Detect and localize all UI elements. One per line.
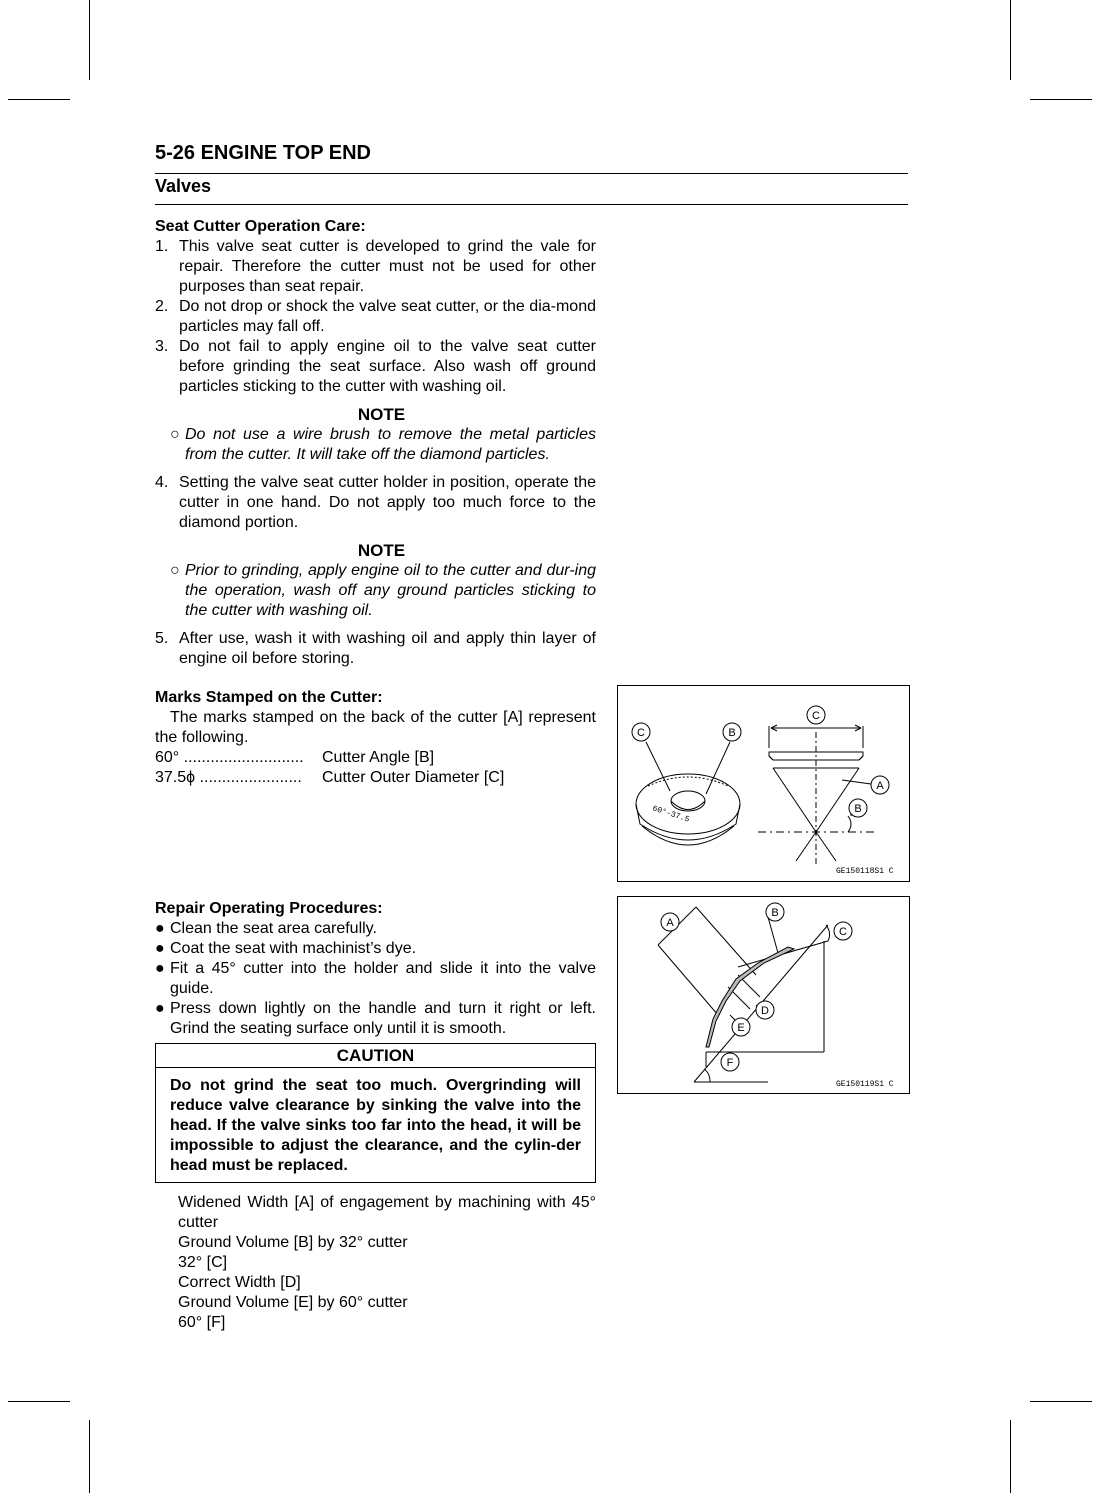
list-number: 4. bbox=[155, 474, 169, 491]
label-d bbox=[756, 1001, 774, 1019]
cutter-profile bbox=[758, 725, 874, 866]
svg-text:C: C bbox=[839, 926, 847, 938]
list-text: After use, wash it with washing oil and apply thin layer of engine oil before storing. bbox=[179, 630, 596, 667]
seat-section-diagram bbox=[618, 897, 909, 1093]
page-title: 5-26 ENGINE TOP END bbox=[155, 142, 371, 164]
caution-text: Do not grind the seat too much. Overgrinding will reduce valve clearance by sinking the valve into the head. If the valve sinks too far into the head, it will be impossible to adjust the clearance, and the cylin-der head must be replaced. bbox=[170, 1077, 581, 1174]
note-title: NOTE bbox=[357, 405, 406, 424]
note-text bbox=[155, 425, 596, 465]
caution-title: CAUTION bbox=[156, 1044, 595, 1068]
mark-meaning: Cutter Outer Diameter [C] bbox=[322, 769, 505, 786]
bullet-text: Fit a 45° cutter into the holder and slide it into the valve guide. bbox=[170, 960, 596, 997]
leader-line bbox=[706, 742, 730, 794]
note-text bbox=[155, 561, 596, 621]
bullet-item bbox=[155, 919, 596, 939]
label-e bbox=[732, 1018, 750, 1036]
legend-item: Ground Volume [E] by 60° cutter bbox=[178, 1294, 408, 1311]
list-item bbox=[155, 629, 596, 669]
list-item bbox=[155, 237, 596, 297]
seat-section-figure bbox=[617, 896, 910, 1094]
open-circle-icon: ○ bbox=[170, 426, 180, 443]
mark-row bbox=[155, 748, 596, 768]
crop-mark bbox=[1010, 0, 1011, 80]
list-text: This valve seat cutter is developed to grind the vale for repair. Therefore the cutter must not be used for other purposes than seat repair. bbox=[179, 238, 596, 295]
header-rule bbox=[155, 173, 908, 174]
svg-text:B: B bbox=[854, 803, 862, 815]
figure-code: GE150119S1 C bbox=[836, 1080, 894, 1089]
label-c-right bbox=[807, 706, 825, 724]
cutter-marks-figure bbox=[617, 685, 910, 882]
bullet-icon: ● bbox=[155, 960, 165, 977]
label-b-left bbox=[723, 723, 741, 741]
note-body-text: Do not use a wire brush to remove the metal particles from the cutter. It will take off the diamond particles. bbox=[185, 426, 596, 463]
label-c bbox=[834, 922, 852, 940]
mark-value: 37.5ϕ ....................... bbox=[155, 769, 302, 786]
figure-code: GE150118S1 C bbox=[836, 867, 894, 876]
crop-mark bbox=[89, 0, 90, 80]
leader-line bbox=[768, 917, 778, 953]
section-heading: Marks Stamped on the Cutter: bbox=[155, 689, 383, 706]
svg-text:A: A bbox=[666, 917, 674, 929]
crop-mark bbox=[8, 1401, 70, 1402]
svg-text:C: C bbox=[637, 727, 645, 739]
marks-section bbox=[155, 688, 596, 788]
label-f bbox=[721, 1053, 739, 1071]
bullet-text: Coat the seat with machinist’s dye. bbox=[170, 940, 417, 957]
seat-profile bbox=[658, 907, 830, 1082]
bullet-text: Clean the seat area carefully. bbox=[170, 920, 377, 937]
repair-section bbox=[155, 899, 596, 1333]
legend-item: Ground Volume [B] by 32° cutter bbox=[178, 1234, 408, 1251]
mark-meaning: Cutter Angle [B] bbox=[322, 749, 435, 766]
svg-text:C: C bbox=[812, 710, 820, 722]
label-b bbox=[766, 903, 784, 921]
note-title: NOTE bbox=[357, 541, 406, 560]
svg-text:B: B bbox=[728, 727, 736, 739]
list-item bbox=[155, 473, 596, 533]
list-number: 1. bbox=[155, 238, 169, 255]
ground-volume-shading bbox=[706, 947, 794, 1047]
svg-text:E: E bbox=[737, 1022, 745, 1034]
bullet-item bbox=[155, 999, 596, 1039]
svg-text:B: B bbox=[771, 907, 779, 919]
crop-mark bbox=[8, 99, 70, 100]
legend-item: Correct Width [D] bbox=[178, 1274, 301, 1291]
leader-line bbox=[842, 780, 871, 784]
bullet-item bbox=[155, 939, 596, 959]
label-a bbox=[871, 776, 889, 794]
label-b-right bbox=[849, 799, 867, 817]
section-heading: Seat Cutter Operation Care: bbox=[155, 218, 366, 235]
section-subtitle: Valves bbox=[155, 176, 212, 196]
list-item bbox=[155, 297, 596, 337]
list-number: 5. bbox=[155, 630, 169, 647]
bullet-icon: ● bbox=[155, 1000, 165, 1017]
bullet-item bbox=[155, 959, 596, 999]
section-heading: Repair Operating Procedures: bbox=[155, 900, 383, 917]
list-text: Do not fail to apply engine oil to the valve seat cutter before grinding the seat surface. Also wash off ground particles sticking to the cutter with washing oil. bbox=[179, 338, 596, 395]
label-c-left bbox=[632, 723, 650, 741]
list-number: 2. bbox=[155, 298, 169, 315]
list-text: Setting the valve seat cutter holder in position, operate the cutter in one hand. Do not apply too much force to the diamond portion. bbox=[179, 474, 596, 531]
crop-mark bbox=[1030, 99, 1092, 100]
bullet-icon: ● bbox=[155, 920, 165, 937]
seat-cutter-care-section bbox=[155, 217, 596, 669]
marks-intro: The marks stamped on the back of the cutter [A] represent the following. bbox=[155, 709, 596, 746]
mark-row bbox=[155, 768, 596, 788]
list-number: 3. bbox=[155, 338, 169, 355]
header-rule bbox=[155, 204, 908, 205]
svg-text:A: A bbox=[876, 780, 884, 792]
legend-item: 60° [F] bbox=[178, 1314, 226, 1331]
legend-item: 32° [C] bbox=[178, 1254, 228, 1271]
open-circle-icon: ○ bbox=[170, 562, 180, 579]
legend-item: Widened Width [A] of engagement by machining with 45° cutter bbox=[178, 1194, 596, 1231]
list-text: Do not drop or shock the valve seat cutter, or the dia-mond particles may fall off. bbox=[179, 298, 596, 335]
bullet-text: Press down lightly on the handle and turn it right or left. Grind the seating surface only until it is smooth. bbox=[170, 1000, 596, 1037]
note-body-text: Prior to grinding, apply engine oil to the cutter and dur-ing the operation, wash off any ground particles sticking to the cutter with washing oil. bbox=[185, 562, 596, 619]
crop-mark bbox=[1010, 1420, 1011, 1493]
mark-value: 60° ........................... bbox=[155, 749, 304, 766]
bullet-icon: ● bbox=[155, 940, 165, 957]
crop-mark bbox=[89, 1420, 90, 1493]
list-item bbox=[155, 337, 596, 397]
figure-legend bbox=[155, 1193, 596, 1333]
svg-text:F: F bbox=[726, 1057, 734, 1069]
svg-text:D: D bbox=[761, 1005, 769, 1017]
caution-box bbox=[155, 1043, 596, 1183]
cutter-marks-diagram bbox=[618, 686, 909, 881]
cutter-stamp-mark: 60°-37.5 bbox=[651, 804, 691, 825]
label-a bbox=[661, 913, 679, 931]
crop-mark bbox=[1030, 1401, 1092, 1402]
